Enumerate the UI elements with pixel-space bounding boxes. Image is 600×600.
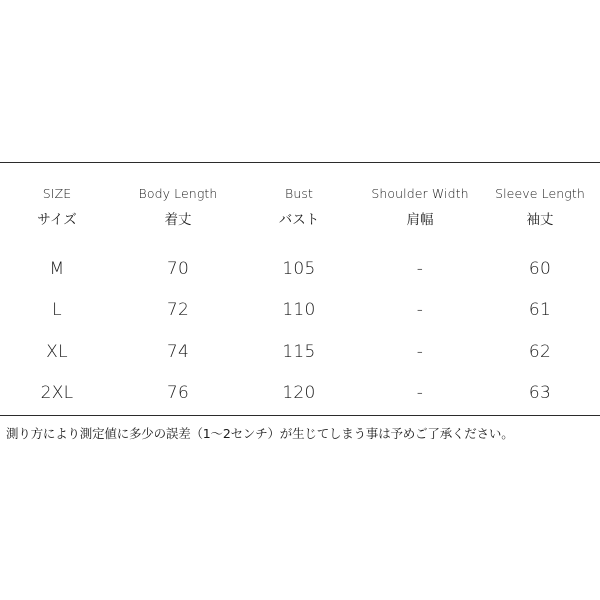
table-cell-shoulder-width: -	[416, 342, 424, 362]
table-cell-sleeve-length: 61	[528, 300, 552, 320]
table-cell-body-length: 72	[166, 300, 190, 320]
table-cell-shoulder-width: -	[416, 259, 424, 279]
table-cell-size: L	[52, 300, 62, 320]
header-sleeve-length-jp: 袖丈	[526, 212, 554, 228]
header-body-length-jp: 着丈	[164, 212, 192, 228]
table-cell-shoulder-width: -	[416, 383, 424, 403]
table-cell-shoulder-width: -	[416, 300, 424, 320]
table-cell-size: M	[49, 259, 65, 279]
header-body-length-en: Body Length	[138, 186, 218, 201]
table-top-rule	[0, 162, 600, 163]
header-bust-en: Bust	[285, 186, 313, 201]
table-cell-sleeve-length: 62	[528, 342, 552, 362]
table-cell-body-length: 76	[166, 383, 190, 403]
header-size-en: SIZE	[42, 186, 72, 201]
header-bust-jp: バスト	[278, 212, 320, 228]
header-sleeve-length-en: Sleeve Length	[495, 186, 585, 201]
table-cell-bust: 115	[282, 342, 316, 362]
table-cell-sleeve-length: 60	[528, 259, 552, 279]
header-size-jp: サイズ	[37, 212, 77, 228]
table-cell-bust: 120	[282, 383, 316, 403]
table-cell-size: XL	[46, 342, 68, 362]
measurement-note: 測り方により測定値に多少の誤差（1〜2センチ）が生じてしまう事は予めご了承ください。	[6, 426, 514, 441]
header-shoulder-width-en: Shoulder Width	[371, 186, 469, 201]
table-cell-bust: 110	[282, 300, 316, 320]
table-cell-size: 2XL	[40, 383, 74, 403]
table-cell-body-length: 70	[166, 259, 190, 279]
table-cell-bust: 105	[282, 259, 316, 279]
table-bottom-rule	[0, 415, 600, 416]
header-shoulder-width-jp: 肩幅	[406, 212, 434, 228]
table-cell-body-length: 74	[166, 342, 190, 362]
table-cell-sleeve-length: 63	[528, 383, 552, 403]
